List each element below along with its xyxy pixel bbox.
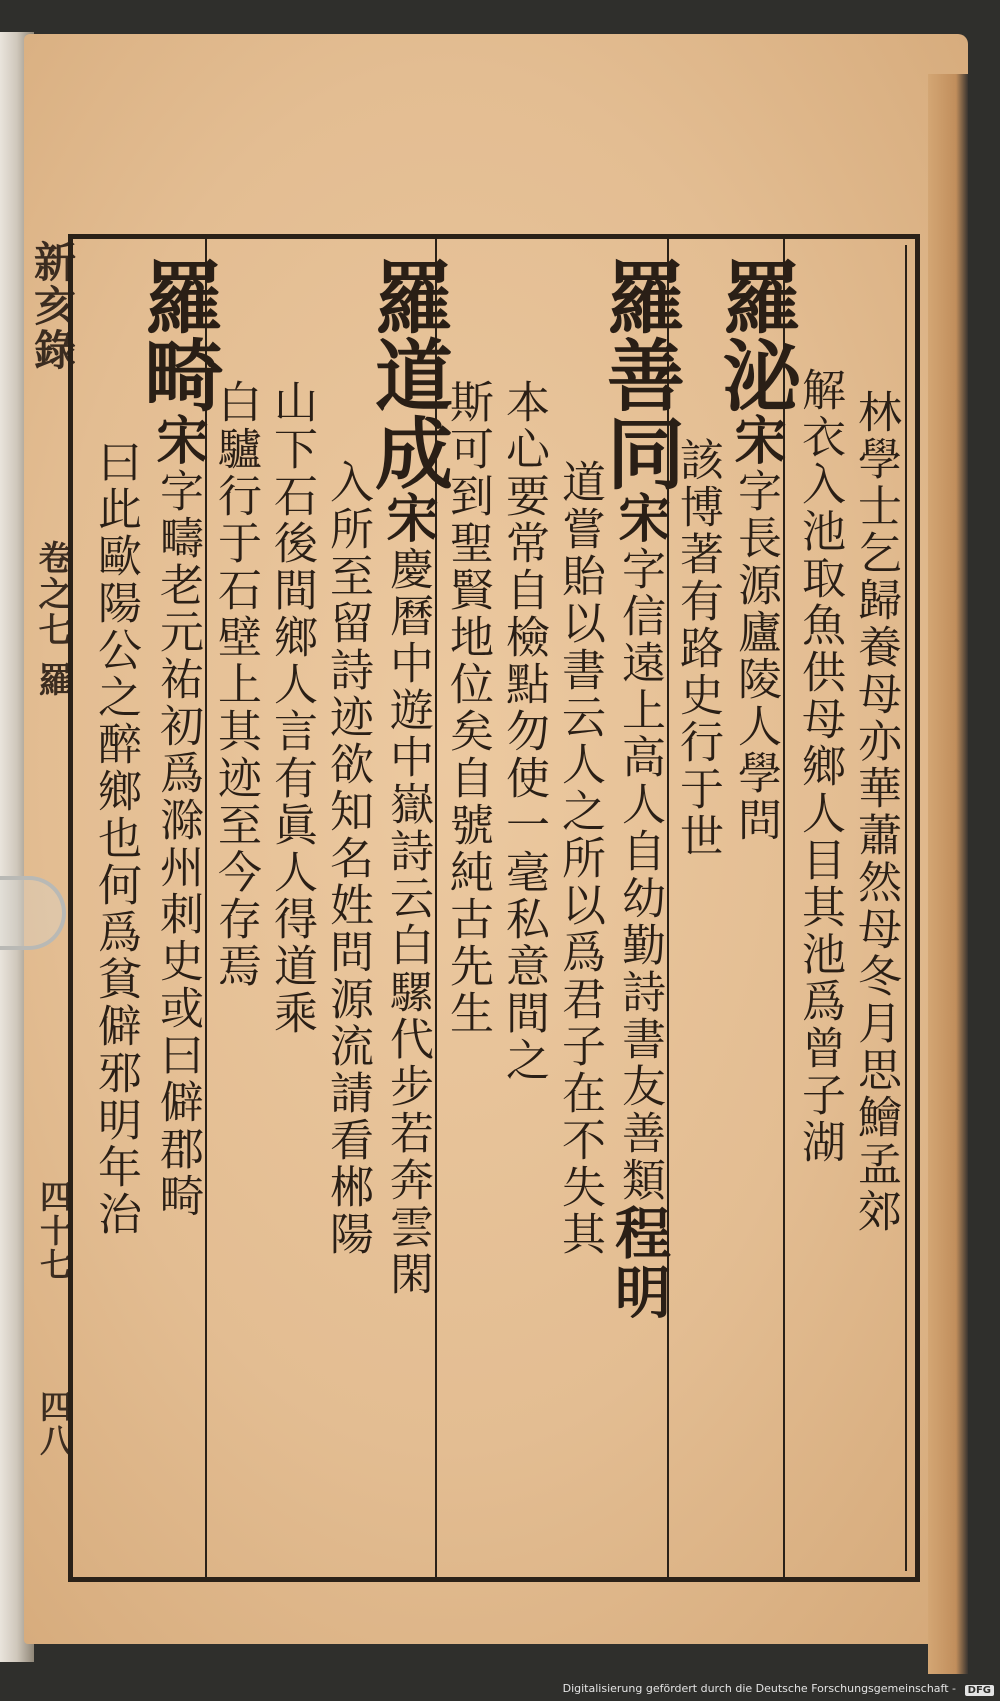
entry-heading (594, 239, 685, 1577)
text-column: 山下石後間鄉人言有眞人得道乘 (266, 379, 317, 1037)
dynasty-mark: 宋 (725, 413, 786, 468)
text-column: 道嘗貽以書云人之所以爲君子在不失其 (554, 459, 605, 1258)
margin-title: 新亥錄 (28, 240, 77, 372)
person-name: 羅善同 (594, 257, 685, 491)
margin-leaf-2: 四八 (35, 1390, 73, 1458)
dynasty-mark: 宋 (377, 491, 438, 546)
courtesy-name: 程明 (606, 1204, 672, 1322)
text-column: 林學士乞歸養母亦華蕭然母冬月思鱠孟郊 (850, 389, 901, 1235)
text-frame (68, 234, 920, 1582)
entry-heading (132, 239, 223, 1577)
person-name: 羅道成 (362, 257, 453, 491)
text-column: 斯可到聖賢地位矣自號純古先生 (442, 379, 493, 1037)
funding-credit: Digitalisierung gefördert durch die Deutsche Forschungsgemeinschaft - (562, 1682, 956, 1695)
entry-luo-shantong (435, 239, 685, 1577)
text-column: 字長源廬陵人學問 (730, 468, 781, 844)
text-column: 字信遠上高人自幼勤詩書友善類 (614, 546, 665, 1204)
text-column: 本心要常自檢點勿使一毫私意間之 (498, 379, 549, 1084)
text-column: 白驢行于石壁上其迹至今存焉 (210, 379, 261, 990)
entry-continuation (783, 239, 903, 1577)
text-column: 字疇老元祐初爲滁州刺史或曰僻郡畸 (152, 468, 203, 1220)
entry-heading (362, 239, 453, 1577)
text-column: 解衣入池取魚供母鄉人目其池爲曾子湖 (794, 367, 845, 1166)
entry-heading (710, 239, 801, 1577)
dynasty-mark: 宋 (147, 413, 208, 468)
page-edge (928, 74, 968, 1674)
person-name: 羅泌 (710, 257, 801, 413)
text-column: 曰此歐陽公之醉鄉也何爲貧僻邪明年治 (90, 439, 141, 1238)
entry-luo-daocheng (205, 239, 453, 1577)
text-column: 入所至留詩迹欲知名姓問源流請看郴陽 (322, 459, 373, 1258)
text-column: 該博著有路史行于世 (672, 437, 723, 860)
text-column: 慶曆中遊中嶽詩云白騾代步若奔雲閑 (382, 546, 433, 1298)
entry-luo-ji (73, 239, 223, 1577)
margin-leaf: 四十七 (35, 1180, 73, 1282)
dynasty-mark: 宋 (609, 491, 670, 546)
margin-volume: 卷之七 羅 (32, 540, 72, 698)
dfg-logo: DFG (965, 1685, 994, 1696)
person-name: 羅畸 (132, 257, 223, 413)
